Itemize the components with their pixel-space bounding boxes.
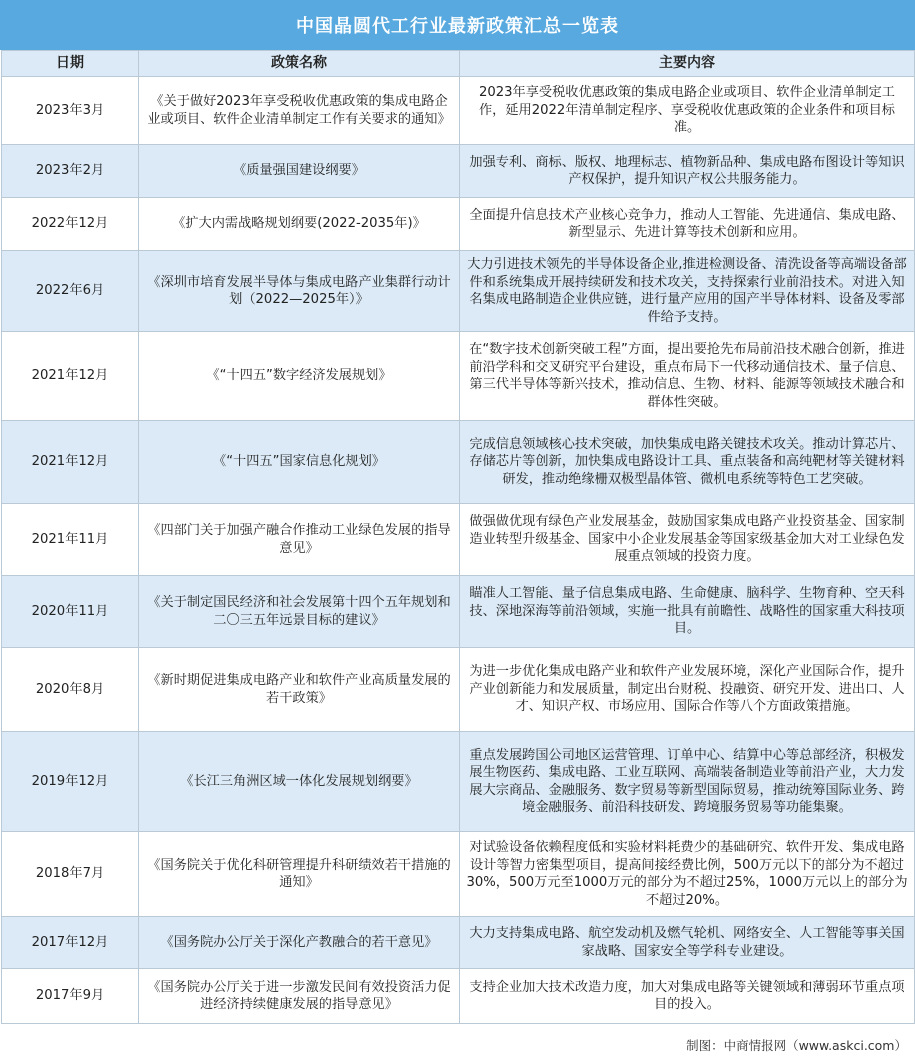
page-title: 中国晶圆代工行业最新政策汇总一览表 bbox=[0, 0, 915, 50]
row-content: 大力支持集成电路、航空发动机及燃气轮机、网络安全、人工智能等事关国家战略、国家安全等学科专业建设。 bbox=[460, 917, 915, 969]
row-date: 2017年9月 bbox=[2, 969, 139, 1024]
table-row bbox=[2, 969, 915, 1024]
row-date: 2020年8月 bbox=[2, 648, 139, 732]
table-row bbox=[2, 198, 915, 251]
row-policy-name: 《国务院关于优化科研管理提升科研绩效若干措施的通知》 bbox=[139, 832, 460, 917]
table-row bbox=[2, 145, 915, 198]
row-content: 做强做优现有绿色产业发展基金，鼓励国家集成电路产业投资基金、国家制造业转型升级基金、国家中小企业发展基金等国家级基金加大对工业绿色发展重点领域的投资力度。 bbox=[460, 504, 915, 576]
row-date: 2023年3月 bbox=[2, 77, 139, 145]
row-date: 2020年11月 bbox=[2, 576, 139, 648]
row-content: 大力引进技术领先的半导体设备企业,推进检测设备、清洗设备等高端设备部件和系统集成开展持续研发和技术攻关，支持探索行业前沿技术。对进入知名集成电路制造企业供应链，进行量产应用的国产半导体材料、设备及零部件给予支持。 bbox=[460, 251, 915, 332]
row-content: 对试验设备依赖程度低和实验材料耗费少的基础研究、软件开发、集成电路设计等智力密集型项目，提高间接经费比例，500万元以下的部分为不超过30%，500万元至1000万元的部分为不超过25%，1000万元以上的部分为不超过20%。 bbox=[460, 832, 915, 917]
row-date: 2019年12月 bbox=[2, 732, 139, 832]
row-date: 2022年12月 bbox=[2, 198, 139, 251]
row-policy-name: 《国务院办公厅关于深化产教融合的若干意见》 bbox=[139, 917, 460, 969]
table-row bbox=[2, 77, 915, 145]
table-row bbox=[2, 332, 915, 421]
column-header-policy-name: 政策名称 bbox=[139, 51, 460, 77]
row-date: 2021年11月 bbox=[2, 504, 139, 576]
row-date: 2023年2月 bbox=[2, 145, 139, 198]
policy-table bbox=[1, 50, 915, 1024]
row-policy-name: 《“十四五”数字经济发展规划》 bbox=[139, 332, 460, 421]
row-content: 瞄准人工智能、量子信息集成电路、生命健康、脑科学、生物育种、空天科技、深地深海等前沿领域，实施一批具有前瞻性、战略性的国家重大科技项目。 bbox=[460, 576, 915, 648]
row-policy-name: 《新时期促进集成电路产业和软件产业高质量发展的若干政策》 bbox=[139, 648, 460, 732]
row-date: 2022年6月 bbox=[2, 251, 139, 332]
row-policy-name: 《深圳市培育发展半导体与集成电路产业集群行动计划（2022—2025年）》 bbox=[139, 251, 460, 332]
table-row bbox=[2, 832, 915, 917]
table-row bbox=[2, 421, 915, 504]
row-content: 2023年享受税收优惠政策的集成电路企业或项目、软件企业清单制定工作，延用2022年清单制定程序、享受税收优惠政策的企业条件和项目标准。 bbox=[460, 77, 915, 145]
table-row bbox=[2, 917, 915, 969]
table-row bbox=[2, 576, 915, 648]
column-header-date: 日期 bbox=[2, 51, 139, 77]
source-credit: 制图：中商情报网（www.askci.com） bbox=[686, 1038, 907, 1053]
table-row bbox=[2, 732, 915, 832]
table-row bbox=[2, 648, 915, 732]
column-header-content: 主要内容 bbox=[460, 51, 915, 77]
table-row bbox=[2, 251, 915, 332]
row-policy-name: 《质量强国建设纲要》 bbox=[139, 145, 460, 198]
row-policy-name: 《关于制定国民经济和社会发展第十四个五年规划和二〇三五年远景目标的建议》 bbox=[139, 576, 460, 648]
row-policy-name: 《长江三角洲区域一体化发展规划纲要》 bbox=[139, 732, 460, 832]
row-content: 在“数字技术创新突破工程”方面，提出要抢先布局前沿技术融合创新，推进前沿学科和交叉研究平台建设，重点布局下一代移动通信技术、量子信息、第三代半导体等新兴技术，推动信息、生物、材料、能源等领域技术融合和群体性突破。 bbox=[460, 332, 915, 421]
row-date: 2017年12月 bbox=[2, 917, 139, 969]
row-content: 全面提升信息技术产业核心竞争力，推动人工智能、先进通信、集成电路、新型显示、先进计算等技术创新和应用。 bbox=[460, 198, 915, 251]
row-date: 2021年12月 bbox=[2, 421, 139, 504]
table-row bbox=[2, 504, 915, 576]
row-content: 支持企业加大技术改造力度，加大对集成电路等关键领域和薄弱环节重点项目的投入。 bbox=[460, 969, 915, 1024]
row-policy-name: 《四部门关于加强产融合作推动工业绿色发展的指导意见》 bbox=[139, 504, 460, 576]
row-policy-name: 《扩大内需战略规划纲要(2022-2035年)》 bbox=[139, 198, 460, 251]
row-content: 为进一步优化集成电路产业和软件产业发展环境，深化产业国际合作，提升产业创新能力和发展质量，制定出台财税、投融资、研究开发、进出口、人才、知识产权、市场应用、国际合作等八个方面政策措施。 bbox=[460, 648, 915, 732]
row-policy-name: 《国务院办公厅关于进一步激发民间有效投资活力促进经济持续健康发展的指导意见》 bbox=[139, 969, 460, 1024]
row-content: 完成信息领域核心技术突破，加快集成电路关键技术攻关。推动计算芯片、存储芯片等创新，加快集成电路设计工具、重点装备和高纯靶材等关键材料研发，推动绝缘栅双极型晶体管、微机电系统等特色工艺突破。 bbox=[460, 421, 915, 504]
row-policy-name: 《关于做好2023年享受税收优惠政策的集成电路企业或项目、软件企业清单制定工作有关要求的通知》 bbox=[139, 77, 460, 145]
row-content: 加强专利、商标、版权、地理标志、植物新品种、集成电路布图设计等知识产权保护，提升知识产权公共服务能力。 bbox=[460, 145, 915, 198]
table-header-row bbox=[2, 51, 915, 77]
row-content: 重点发展跨国公司地区运营管理、订单中心、结算中心等总部经济，积极发展生物医药、集成电路、工业互联网、高端装备制造业等前沿产业，大力发展大宗商品、金融服务、数字贸易等新型国际贸易，推动统筹国际业务、跨境金融服务、前沿科技研发、跨境服务贸易等功能集聚。 bbox=[460, 732, 915, 832]
row-date: 2021年12月 bbox=[2, 332, 139, 421]
row-policy-name: 《“十四五”国家信息化规划》 bbox=[139, 421, 460, 504]
row-date: 2018年7月 bbox=[2, 832, 139, 917]
